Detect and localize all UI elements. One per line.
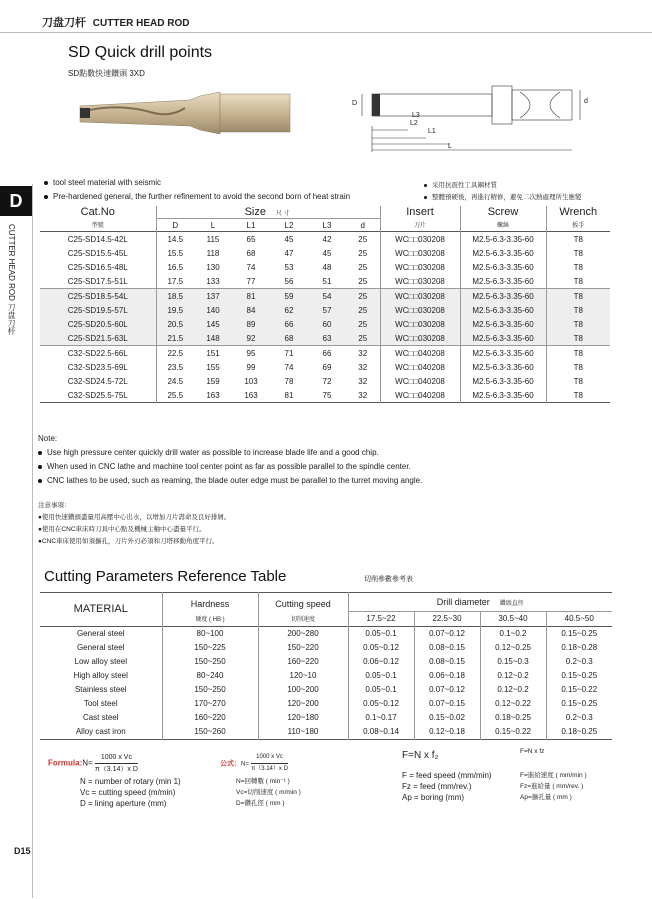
spec-cell: 56 <box>284 276 294 286</box>
cutting-cell: General steel <box>76 629 125 638</box>
cutting-cell: Alloy cast iron <box>75 727 126 736</box>
spec-cell: 95 <box>232 346 270 361</box>
spec-cell: WC□□030208 <box>380 232 460 247</box>
spec-cell: 47 <box>284 248 294 258</box>
spec-cell: 23.5 <box>156 360 194 374</box>
spec-cell: 25 <box>346 331 380 346</box>
spec-cell: C25-SD21.5-63L <box>40 331 156 346</box>
cutting-cell: 0.15~0.25 <box>546 697 612 711</box>
spec-cell: 130 <box>206 262 220 272</box>
spec-cell: T8 <box>546 360 610 374</box>
spec-cell: M2.5-6.3-3.35-60 <box>460 246 546 260</box>
spec-cell: C25-SD14.5-42L <box>67 234 128 244</box>
spec-cell: 163 <box>206 390 220 400</box>
cutting-cell: 150~250 <box>162 655 258 669</box>
spec-cell: 24.5 <box>156 374 194 388</box>
spec-cell: 65 <box>246 234 256 244</box>
spec-cell: T8 <box>546 260 610 274</box>
spec-cell: M2.5-6.3-3.35-60 <box>460 260 546 274</box>
spec-cell: 133 <box>206 276 220 286</box>
spec-cell: 66 <box>308 346 346 361</box>
spec-cell: 81 <box>232 289 270 304</box>
spec-cell: 25 <box>346 289 380 304</box>
drill-product-image <box>70 84 300 144</box>
spec-cell: 45 <box>284 234 294 244</box>
spec-row <box>40 346 610 361</box>
header-speed: Cutting speed <box>258 593 348 612</box>
cutting-cell: Tool steel <box>83 699 118 708</box>
header-speed-cn: 切削速度 <box>258 611 348 626</box>
spec-cell: WC□□040208 <box>380 374 460 388</box>
spec-cell: WC□□030208 <box>380 246 460 260</box>
col-L: L <box>194 219 232 232</box>
cutting-cell: Stainless steel <box>74 685 127 694</box>
cutting-cell: 110~180 <box>258 725 348 740</box>
cutting-cell: 120~200 <box>258 697 348 711</box>
cutting-cell: 0.05~0.12 <box>348 641 414 655</box>
cutting-table <box>40 592 612 740</box>
spec-cell: T8 <box>546 303 610 317</box>
header-diameter: Drill diameter 鑽頭直徑 <box>348 593 612 612</box>
spec-cell: C25-SD19.5-57L <box>40 303 156 317</box>
spec-cell: 21.5 <box>156 331 194 346</box>
spec-cell: M2.5-6.3-3.35-60 <box>460 360 546 374</box>
header-material: MATERIAL <box>73 603 128 616</box>
page-header <box>42 14 189 30</box>
drawing-label-L3: L3 <box>412 112 420 119</box>
spec-cell: 17.5 <box>156 274 194 289</box>
cutting-cell: 0.08~0.15 <box>414 641 480 655</box>
header-hardness-cn: 硬度 ( HB ) <box>162 611 258 626</box>
spec-cell: 68 <box>270 331 308 346</box>
cutting-row <box>40 641 612 655</box>
cutting-row <box>40 669 612 683</box>
cutting-cell: 0.2~0.3 <box>546 711 612 725</box>
spec-cell: 103 <box>244 376 258 386</box>
header-size: Size <box>156 206 270 219</box>
notes-en <box>38 432 422 488</box>
cutting-cell: 160~220 <box>258 655 348 669</box>
spec-cell: 151 <box>194 346 232 361</box>
spec-row <box>40 289 610 304</box>
spec-cell: T8 <box>546 274 610 289</box>
cutting-cell: 120~180 <box>258 711 348 725</box>
spec-cell: 84 <box>232 303 270 317</box>
spec-cell: M2.5-6.3-3.35-60 <box>460 331 546 346</box>
cutting-cell: 0.12~0.2 <box>480 669 546 683</box>
drill-technical-drawing <box>350 82 590 158</box>
feed-defs-cn: F=進給速度 ( mm/min ) Fz=進給量 ( mm/rev. ) Ap=擴孔量 ( mm ) <box>520 772 587 801</box>
formula-en: Formula:N= $\frac{\text{1000 x Vc}}{\text{π（3.14）x D}}$ <box>48 754 138 773</box>
spec-row <box>40 232 610 247</box>
note-label: Note: <box>38 434 58 443</box>
spec-cell: WC□□030208 <box>380 303 460 317</box>
cutting-cell: 0.15~0.25 <box>546 626 612 641</box>
cutting-cell: 120~10 <box>258 669 348 683</box>
cutting-cell: High alloy steel <box>73 671 128 680</box>
drawing-label-d: d <box>584 98 588 105</box>
spec-cell: 74 <box>246 262 256 272</box>
spec-row <box>40 274 610 289</box>
spec-row <box>40 374 610 388</box>
cutting-cell: 0.18~0.25 <box>480 711 546 725</box>
spec-cell: C32-SD25.5-75L <box>67 390 128 400</box>
cutting-cell: 150~260 <box>162 725 258 740</box>
spec-cell: M2.5-6.3-3.35-60 <box>460 232 546 247</box>
header-cat-no-cn: 型號 <box>91 223 104 230</box>
cutting-cell: 80~100 <box>162 626 258 641</box>
spec-cell: 53 <box>284 262 294 272</box>
spec-cell: 66 <box>270 317 308 331</box>
col-D: D <box>156 219 194 232</box>
spec-cell: 59 <box>270 289 308 304</box>
spec-cell: M2.5-6.3-3.35-60 <box>460 274 546 289</box>
cutting-cell: 0.15~0.02 <box>414 711 480 725</box>
def-d: D = lining aperture (mm) <box>80 799 167 808</box>
range-3: 30.5~40 <box>480 611 546 626</box>
cutting-title-cn: 切削參數參考表 <box>364 576 413 583</box>
cutting-cell: 0.18~0.25 <box>546 725 612 740</box>
header-screw: Screw <box>460 206 546 219</box>
header-wrench: Wrench <box>546 206 610 219</box>
side-tab-text <box>6 224 16 335</box>
cutting-cell: 0.2~0.3 <box>546 655 612 669</box>
spec-cell: 72 <box>322 376 332 386</box>
cutting-cell: 150~225 <box>162 641 258 655</box>
feature-en-1: tool steel material with seismic <box>44 178 161 187</box>
cutting-cell: 160~220 <box>162 711 258 725</box>
cutting-cell: 200~280 <box>258 626 348 641</box>
spec-row <box>40 360 610 374</box>
spec-cell: 71 <box>270 346 308 361</box>
cutting-cell: 0.15~0.22 <box>546 683 612 697</box>
spec-cell: 20.5 <box>156 317 194 331</box>
spec-row <box>40 260 610 274</box>
cutting-cell: 0.15~0.25 <box>546 669 612 683</box>
spec-cell: 89 <box>232 317 270 331</box>
spec-cell: 25 <box>346 303 380 317</box>
side-tab-letter: D <box>0 186 32 216</box>
spec-cell: 32 <box>346 346 380 361</box>
spec-cell: 69 <box>322 362 332 372</box>
spec-cell: T8 <box>546 289 610 304</box>
spec-cell: T8 <box>546 317 610 331</box>
spec-cell: 92 <box>232 331 270 346</box>
side-tab-text-en: CUTTER HEAD ROD <box>7 224 16 301</box>
header-size-cn: 尺 寸 <box>276 210 290 217</box>
spec-cell: T8 <box>546 346 610 361</box>
spec-cell: WC□□030208 <box>380 289 460 304</box>
spec-cell: WC□□040208 <box>380 346 460 361</box>
feature-cn-2: 整體預硬後，再進行精修，避免二次熱處理所生應變 <box>424 192 582 201</box>
cutting-cell: 0.15~0.22 <box>480 725 546 740</box>
cutting-cell: 100~200 <box>258 683 348 697</box>
cutting-cell: 0.07~0.12 <box>414 626 480 641</box>
spec-cell: 25 <box>358 234 368 244</box>
spec-cell: T8 <box>546 246 610 260</box>
spec-cell: 145 <box>194 317 232 331</box>
spec-cell: 60 <box>308 317 346 331</box>
spec-cell: 25.5 <box>156 388 194 403</box>
feature-cn-1: 采用抗震性工具鋼材質 <box>424 180 497 189</box>
spec-cell: 18.5 <box>156 289 194 304</box>
note-cn-label: 注意事項： <box>38 502 71 509</box>
col-d: d <box>346 219 380 232</box>
cutting-cell: Cast steel <box>82 713 119 722</box>
spec-cell: 32 <box>358 376 368 386</box>
spec-cell: T8 <box>546 374 610 388</box>
spec-cell: C32-SD23.5-69L <box>67 362 128 372</box>
cutting-cell: General steel <box>76 643 125 652</box>
cutting-cell: 80~240 <box>162 669 258 683</box>
header-wrench-cn: 扳手 <box>546 219 610 232</box>
cutting-cell: 170~270 <box>162 697 258 711</box>
note-en-2: When used in CNC lathe and machine tool center point as far as possible parallel to the spindle center. <box>38 460 422 474</box>
cutting-row <box>40 626 612 641</box>
range-4: 40.5~50 <box>546 611 612 626</box>
spec-cell: C32-SD24.5-72L <box>67 376 128 386</box>
spec-cell: 155 <box>206 362 220 372</box>
note-cn-3: ●CNC車床使用如須擴孔，刀片外刃必須和刀塔移動角度平行。 <box>38 538 219 545</box>
spec-row <box>40 331 610 346</box>
feature-en-2: Pre-hardened general, the further refinement to avoid the second born of heat strain <box>44 192 350 201</box>
cutting-cell: 0.12~0.18 <box>414 725 480 740</box>
spec-cell: 32 <box>358 362 368 372</box>
spec-cell: 115 <box>206 234 220 244</box>
spec-cell: 32 <box>358 390 368 400</box>
cutting-cell: 0.07~0.15 <box>414 697 480 711</box>
spec-cell: 25 <box>358 276 368 286</box>
spec-cell: 68 <box>246 248 256 258</box>
spec-cell: 14.5 <box>156 232 194 247</box>
header-divider <box>0 32 652 33</box>
cutting-cell: 0.12~0.25 <box>480 641 546 655</box>
col-L2: L2 <box>270 219 308 232</box>
formula-label: Formula: <box>48 758 83 768</box>
spec-cell: 75 <box>322 390 332 400</box>
header-cn: 刀盘刀杆 <box>42 17 86 29</box>
spec-cell: WC□□030208 <box>380 274 460 289</box>
spec-cell: 99 <box>246 362 256 372</box>
cutting-cell: 0.1~0.17 <box>348 711 414 725</box>
header-screw-cn: 螺絲 <box>460 219 546 232</box>
page-subtitle: SD點數快速鑽頭 3XD <box>68 69 145 78</box>
header-cat-no: Cat.No <box>80 206 115 219</box>
spec-cell: 62 <box>270 303 308 317</box>
spec-row <box>40 388 610 403</box>
spec-cell: 137 <box>194 289 232 304</box>
spec-cell: 148 <box>194 331 232 346</box>
header-insert: Insert <box>380 206 460 219</box>
spec-cell: 48 <box>322 262 332 272</box>
formula-fraction: $\frac{\text{1000 x Vc}}{\text{π（3.14）x D}}$ <box>94 754 138 773</box>
header-en: CUTTER HEAD ROD <box>92 18 190 29</box>
cutting-cell: 0.12~0.22 <box>480 697 546 711</box>
cutting-row <box>40 683 612 697</box>
spec-cell: M2.5-6.3-3.35-60 <box>460 374 546 388</box>
drawing-label-L1: L1 <box>428 128 436 135</box>
cutting-cell: 0.08~0.15 <box>414 655 480 669</box>
spec-cell: 63 <box>308 331 346 346</box>
spec-cell: WC□□040208 <box>380 360 460 374</box>
drawing-label-L2: L2 <box>410 120 418 127</box>
cutting-cell: 0.15~0.3 <box>480 655 546 669</box>
spec-cell: C25-SD15.5-45L <box>67 248 128 258</box>
spec-cell: 22.5 <box>156 346 194 361</box>
note-en-1: Use high pressure center quickly drill water as possible to increase blade life and a good chip. <box>38 446 422 460</box>
note-cn-1: ●使用快速鑽頭盡量用高壓中心出水，以增加刀片壽命及良好排屑。 <box>38 514 231 521</box>
cutting-cell: 0.1~0.2 <box>480 626 546 641</box>
spec-cell: WC□□030208 <box>380 260 460 274</box>
formula-cn: 公式：N= $\frac{\text{1000 x Vc}}{\text{π（3.14）x D}}$ <box>220 754 288 772</box>
spec-cell: 15.5 <box>156 246 194 260</box>
side-tab <box>0 184 33 898</box>
feed-formula: F=N x f₂ <box>402 750 439 761</box>
spec-cell: 78 <box>284 376 294 386</box>
spec-cell: 140 <box>194 303 232 317</box>
cutting-row <box>40 725 612 740</box>
note-cn-2: ●使用在CNC車床時刀具中心點及機械主軸中心盡量平行。 <box>38 526 206 533</box>
spec-cell: 45 <box>322 248 332 258</box>
spec-cell: C25-SD17.5-51L <box>67 276 128 286</box>
cutting-cell: 0.08~0.14 <box>348 725 414 740</box>
cutting-cell: 0.07~0.12 <box>414 683 480 697</box>
spec-cell: 25 <box>358 248 368 258</box>
spec-table <box>40 206 610 403</box>
col-L1: L1 <box>232 219 270 232</box>
spec-cell: C25-SD16.5-48L <box>67 262 128 272</box>
spec-cell: WC□□030208 <box>380 331 460 346</box>
spec-cell: 51 <box>322 276 332 286</box>
cutting-row <box>40 655 612 669</box>
spec-cell: M2.5-6.3-3.35-60 <box>460 346 546 361</box>
spec-cell: 57 <box>308 303 346 317</box>
spec-cell: 25 <box>358 262 368 272</box>
spec-cell: M2.5-6.3-3.35-60 <box>460 289 546 304</box>
feed-formula-cn: F=N x fz <box>520 748 545 755</box>
spec-cell: WC□□030208 <box>380 317 460 331</box>
spec-cell: T8 <box>546 331 610 346</box>
spec-cell: M2.5-6.3-3.35-60 <box>460 303 546 317</box>
spec-cell: 74 <box>284 362 294 372</box>
page-title: SD Quick drill points <box>68 44 213 61</box>
spec-cell: WC□□040208 <box>380 388 460 403</box>
cutting-cell: 0.05~0.1 <box>348 626 414 641</box>
cutting-cell: Low alloy steel <box>74 657 127 666</box>
spec-cell: C25-SD18.5-54L <box>40 289 156 304</box>
range-2: 22.5~30 <box>414 611 480 626</box>
spec-cell: 16.5 <box>156 260 194 274</box>
drawing-label-L: L <box>448 143 452 150</box>
def-vc: Vc = cutting speed (m/min) <box>80 788 176 797</box>
spec-cell: T8 <box>546 388 610 403</box>
cutting-cell: 0.06~0.18 <box>414 669 480 683</box>
cutting-cell: 0.05~0.1 <box>348 683 414 697</box>
spec-cell: 42 <box>322 234 332 244</box>
spec-cell: 77 <box>246 276 256 286</box>
cutting-cell: 0.12~0.2 <box>480 683 546 697</box>
spec-cell: 19.5 <box>156 303 194 317</box>
notes-cn <box>38 500 230 548</box>
col-L3: L3 <box>308 219 346 232</box>
cutting-cell: 150~220 <box>258 641 348 655</box>
cutting-title: Cutting Parameters Reference Table <box>44 568 287 585</box>
cutting-row <box>40 697 612 711</box>
drawing-label-D: D <box>352 100 358 107</box>
header-hardness: Hardness <box>162 593 258 612</box>
cutting-cell: 0.05~0.12 <box>348 697 414 711</box>
spec-cell: C25-SD20.5-60L <box>40 317 156 331</box>
formula-defs-cn: N=回轉數 ( min⁻¹ ) Vc=切削速度 ( m/min ) D=鑽孔徑 ( mm ) <box>236 778 301 807</box>
spec-row <box>40 246 610 260</box>
spec-cell: 25 <box>346 317 380 331</box>
cutting-cell: 0.18~0.28 <box>546 641 612 655</box>
page-number: D15 <box>14 846 31 856</box>
spec-row <box>40 317 610 331</box>
spec-cell: 54 <box>308 289 346 304</box>
cutting-cell: 0.05~0.1 <box>348 669 414 683</box>
note-en-3: CNC lathes to be used, such as reaming, the blade outer edge must be parallel to the turret moving angle. <box>38 474 422 488</box>
spec-cell: 163 <box>244 390 258 400</box>
feed-defs-en: F = feed speed (mm/min) Fz = feed (mm/rev.) Ap = boring (mm) <box>402 771 492 802</box>
def-n: N = number of rotary (min 1) <box>80 777 181 786</box>
formula-defs-en <box>80 776 181 809</box>
spec-cell: 159 <box>206 376 220 386</box>
header-insert-cn: 刀片 <box>380 219 460 232</box>
spec-cell: 81 <box>284 390 294 400</box>
cutting-row <box>40 711 612 725</box>
spec-cell: T8 <box>546 232 610 247</box>
spec-row <box>40 303 610 317</box>
side-tab-text-cn: 刀盘刀杆 <box>7 303 16 336</box>
spec-cell: M2.5-6.3-3.35-60 <box>460 317 546 331</box>
spec-cell: C32-SD22.5-66L <box>40 346 156 361</box>
cutting-cell: 0.06~0.12 <box>348 655 414 669</box>
spec-cell: 118 <box>206 248 220 258</box>
cutting-cell: 150~250 <box>162 683 258 697</box>
spec-cell: M2.5-6.3-3.35-60 <box>460 388 546 403</box>
range-1: 17.5~22 <box>348 611 414 626</box>
